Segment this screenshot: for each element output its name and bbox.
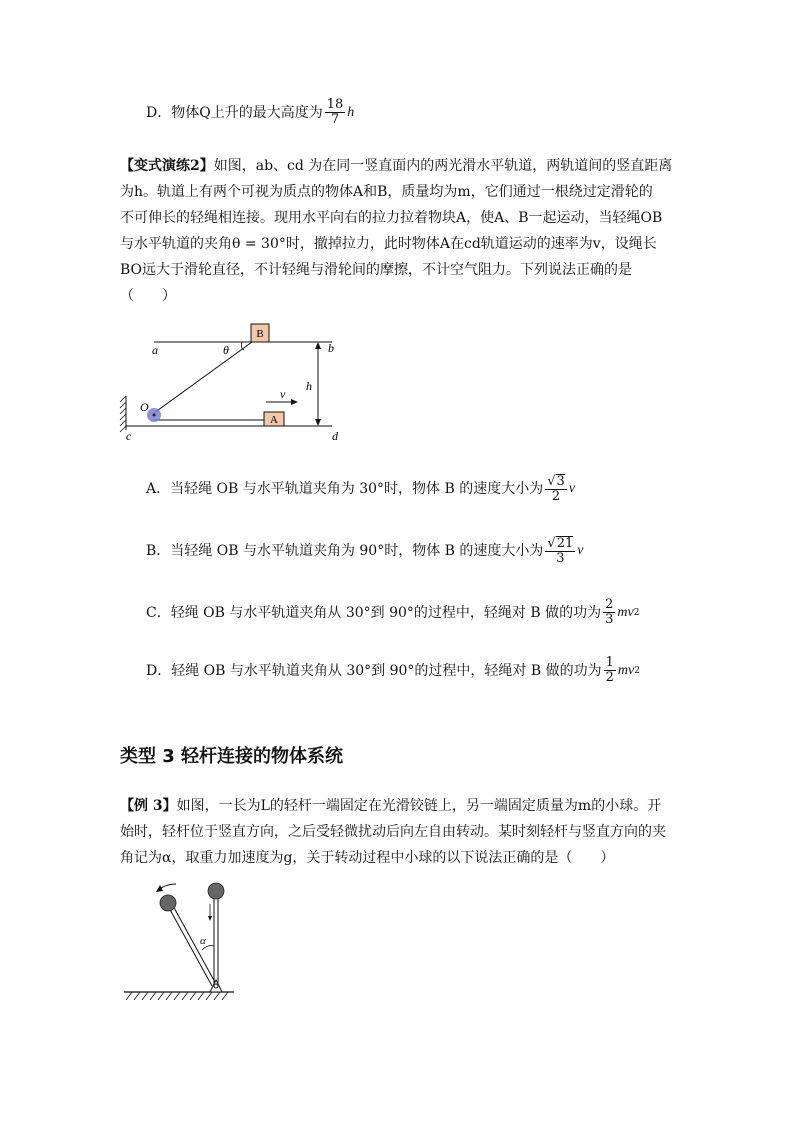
rotation-arrow-head [156,885,163,892]
label-d: d [332,429,338,443]
option-b-suffix: v [577,543,584,558]
sqrt-symbol: √ 21 [547,536,574,551]
label-theta: θ [223,343,229,357]
fraction-numerator [545,536,575,552]
option-d-text: D．轻绳 OB 与水平轨道夹角从 30°到 90°的过程中，轻绳对 B 做的功为 [146,662,602,679]
label-a: a [152,343,158,357]
ball-vertical [208,883,224,899]
radicand: 21 [556,536,574,551]
option-c-suffix: mv [617,604,634,620]
pulley-axle [153,414,156,417]
option-c [146,598,639,627]
velocity-arrow-head [291,399,298,405]
option-d-top [146,98,354,127]
practice2-line2: 为h。轨道上有两个可视为质点的物体A和B，质量均为m，它们通过一根绕过定滑轮的 [120,184,653,200]
option-a-text: A．当轻绳 OB 与水平轨道夹角为 30°时，物体 B 的速度大小为 [146,481,544,497]
practice2-line1 [120,154,686,178]
option-d-exponent: 2 [634,665,640,676]
fraction-1-2 [604,656,616,685]
practice2-line5: BO远大于滑轮直径，不计轻绳与滑轮间的摩擦，不计空气阻力。下列说法正确的是 [120,262,633,278]
wall-hatch [120,396,126,432]
label-a-block: A [270,414,278,426]
height-arrow-bottom [315,419,321,426]
practice2-label: 【变式演练2】 [120,158,214,174]
example3-label: 【例 3】 [120,798,177,814]
hinge-pin [214,984,218,988]
option-d-top-suffix: h [347,104,355,120]
fraction-denominator: 2 [551,489,561,504]
fraction-denominator: 7 [330,112,340,127]
fraction-numerator: 18 [326,97,344,112]
practice2-line4: 与水平轨道的夹角θ = 30°时，撤掉拉力，此时物体A在cd轨道运动的速率为v，设绳长 [120,236,657,252]
down-arrow-head [208,916,212,921]
fraction-sqrt21-3 [545,536,575,566]
example3-line2: 始时，轻杆位于竖直方向，之后受轻微扰动后向左自由转动。某时刻轻杆与竖直方向的夹 [120,824,666,840]
rope-ob [154,342,252,413]
fraction-denominator: 3 [605,612,614,627]
radicand: 3 [556,474,565,489]
sqrt-symbol: √ 3 [547,474,565,489]
option-a [146,474,575,504]
label-alpha: α [200,935,206,947]
fraction-denominator: 3 [556,551,565,566]
option-d-suffix: mv [617,662,635,678]
example3-text-1: 如图，一长为L的轻杆一端固定在光滑铰链上，另一端固定质量为m的小球。开 [176,798,662,814]
example3-line3: 角记为α，取重力加速度为g，关于转动过程中小球的以下说法正确的是（ ） [120,850,615,866]
pulley-track-figure [118,318,348,446]
fraction-sqrt3-2 [545,474,567,504]
label-c: c [126,429,132,443]
rod-hinge-figure [120,876,240,1006]
fraction-2-3 [603,598,615,627]
option-b [146,536,583,566]
fraction-numerator: 2 [605,597,614,612]
option-c-exponent: 2 [633,607,640,618]
theta-arc [241,342,244,350]
practice2-text-1: 如图，ab、cd 为在同一竖直面内的两光滑水平轨道，两轨道间的竖直距离 [213,158,673,174]
fraction-numerator [545,474,567,490]
height-arrow-top [315,342,321,349]
label-o: O [140,400,149,414]
fraction-18-7 [325,98,346,127]
section-heading: 类型 3 轻杆连接的物体系统 [120,746,344,767]
practice2-line3: 不可伸长的轻绳相连接。现用水平向右的拉力拉着物块A，使A、B一起运动，当轻绳OB [120,210,663,226]
option-a-suffix: v [568,481,576,496]
option-b-text: B．当轻绳 OB 与水平轨道夹角为 90°时，物体 B 的速度大小为 [146,543,544,559]
label-b: b [328,341,334,355]
example3-line1 [120,794,686,818]
label-b-block: B [256,328,264,340]
fraction-numerator: 1 [605,655,614,670]
label-v: v [280,387,286,401]
option-c-text: C．轻绳 OB 与水平轨道夹角从 30°到 90°的过程中，轻绳对 B 做的功为 [146,604,602,621]
ground-hatch [126,992,228,1000]
fraction-denominator: 2 [605,670,614,685]
option-d-top-text: D．物体Q上升的最大高度为 [146,104,323,121]
option-d [146,656,640,685]
label-h: h [306,379,312,393]
practice2-blank: （ ） [120,288,176,304]
ball-tilted [160,895,176,911]
